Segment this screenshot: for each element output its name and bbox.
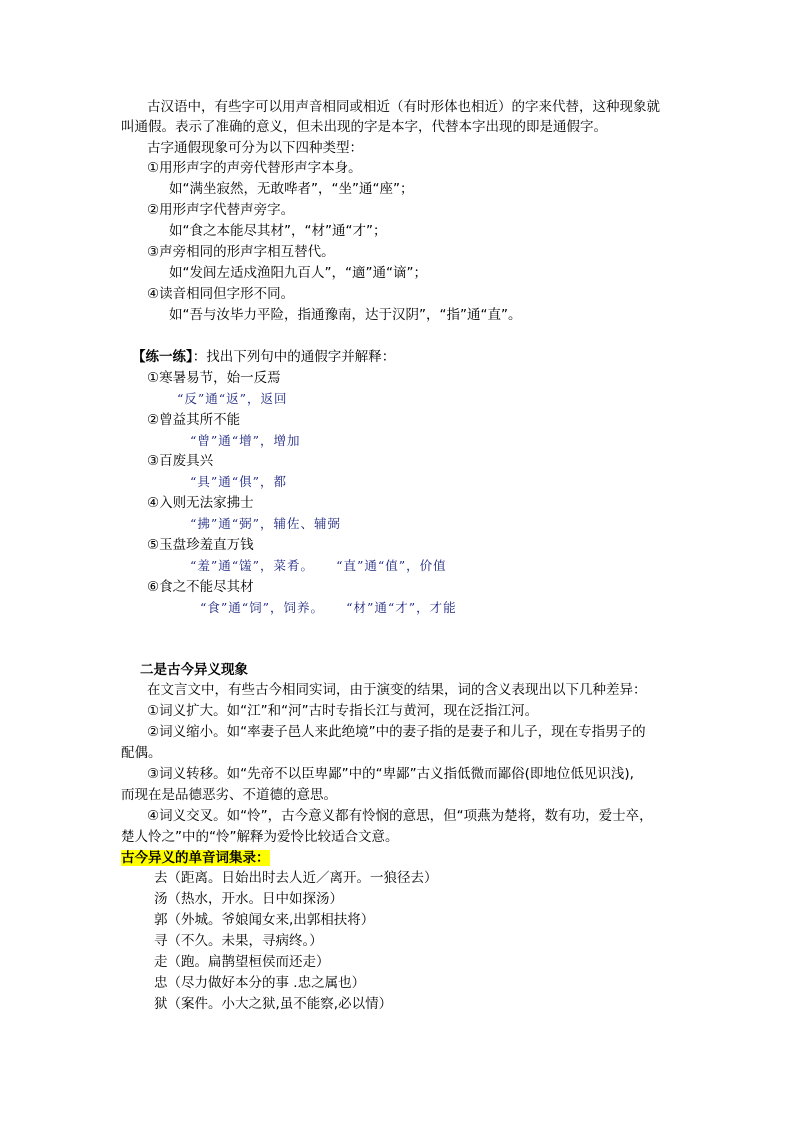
intro-line-2: 叫通假。表示了准确的意义，但未出现的字是本字，代替本字出现的即是通假字。 — [121, 119, 607, 135]
practice-answer-6 — [200, 598, 457, 618]
practice-question-6: ⑥食之不能尽其材 — [147, 579, 254, 595]
practice-question-3: ③百废具兴 — [147, 453, 214, 469]
type-rule-2: ②用形声字代替声旁字。 — [147, 202, 295, 218]
type-rule-4: ④读音相同但字形不同。 — [147, 286, 295, 302]
practice-question-4: ④入则无法家拂士 — [147, 495, 254, 511]
collection-item-3: 郭（外城。爷娘闻女来,出郭相扶将） — [154, 912, 375, 928]
section2-intro: 在文言文中，有些古今相同实词，由于演变的结果，词的含义表现出以下几种差异： — [147, 682, 647, 698]
practice-answer-1: “反”通“返”，返回 — [177, 391, 288, 406]
section2-point-2-line1: ②词义缩小。如“率妻子邑人来此绝境”中的妻子指的是妻子和儿子，现在专指男子的 — [147, 724, 646, 740]
practice-question-2: ②曾益其所不能 — [147, 412, 241, 428]
practice-title: 【练一练】 — [132, 349, 193, 365]
type-example-2: 如“食之本能尽其材”，“材”通“才”； — [169, 223, 387, 239]
practice-instruction: ：找出下列句中的通假字并解释： — [192, 349, 396, 365]
type-rule-1: ①用形声字的声旁代替形声字本身。 — [147, 160, 362, 176]
collection-item-5: 走（跑。扁鹊望桓侯而还走） — [154, 954, 330, 970]
collection-item-1: 去（距离。日始出时去人近／离开。一狼径去） — [154, 870, 438, 886]
type-example-1: 如“满坐寂然，无敢哗者”，“坐”通“座”； — [169, 181, 414, 197]
practice-answer-5a: “羞”通“馐”，菜肴。 — [190, 558, 315, 573]
collection-item-4: 寻（不久。未果，寻病终。） — [154, 933, 323, 949]
intro-types-heading: 古字通假现象可分为以下四种类型： — [147, 140, 363, 156]
type-example-4: 如“吾与汝毕力平险，指通豫南，达于汉阴”，“指”通“直”。 — [169, 307, 522, 323]
section2-point-2-line2: 配偶。 — [121, 745, 162, 761]
practice-answer-5b: “直”通“值”，价值 — [336, 558, 447, 573]
practice-answer-5 — [190, 556, 447, 576]
practice-question-1: ①寒暑易节，始一反焉 — [147, 370, 281, 386]
type-rule-3: ③声旁相同的形声字相互替代。 — [147, 244, 335, 260]
intro-line-1: 古汉语中，有些字可以用声音相同或相近（有时形体也相近）的字来代替，这种现象就 — [147, 99, 660, 115]
collection-item-2: 汤（热水，开水。日中如探汤） — [154, 891, 343, 907]
collection-item-6: 忠（尽力做好本分的事 .忠之属也） — [154, 975, 366, 991]
section2-point-3-line1: ③词义转移。如“先帝不以臣卑鄙”中的“卑鄙”古义指低微而鄙俗(即地位低见识浅), — [147, 766, 634, 782]
collection-title — [121, 848, 270, 868]
section2-point-4-line2: 楚人怜之”中的“怜”解释为爱怜比较适合文意。 — [121, 829, 399, 845]
type-example-3: 如“发闾左适戍渔阳九百人”，“適”通“谪”； — [169, 265, 427, 281]
practice-answer-2: “曾”通“增”，增加 — [190, 433, 301, 448]
practice-answer-6a: “食”通“饲”，饲养。 — [200, 600, 325, 615]
section2-title: 二是古今异义现象 — [140, 662, 248, 678]
practice-answer-6b: “材”通“才”，才能 — [346, 600, 457, 615]
practice-heading — [132, 347, 395, 367]
practice-answer-3: “具”通“俱”，都 — [190, 474, 288, 489]
practice-answer-4: “拂”通“弼”，辅佐、辅弼 — [190, 516, 342, 531]
section2-point-1: ①词义扩大。如“江”和“河”古时专指长江与黄河，现在泛指江河。 — [147, 703, 539, 719]
section2-point-3-line2: 而现在是品德恶劣、不道德的意思。 — [121, 787, 337, 803]
collection-item-7: 狱（案件。小大之狱,虽不能察,必以情） — [154, 996, 393, 1012]
collection-title-highlight: 古今异义的单音词集录： — [121, 850, 270, 866]
section2-point-4-line1: ④词义交叉。如“怜”，古今意义都有怜悯的意思，但“项燕为楚将，数有功，爱士卒， — [147, 808, 653, 824]
practice-question-5: ⑤玉盘珍羞直万钱 — [147, 537, 254, 553]
